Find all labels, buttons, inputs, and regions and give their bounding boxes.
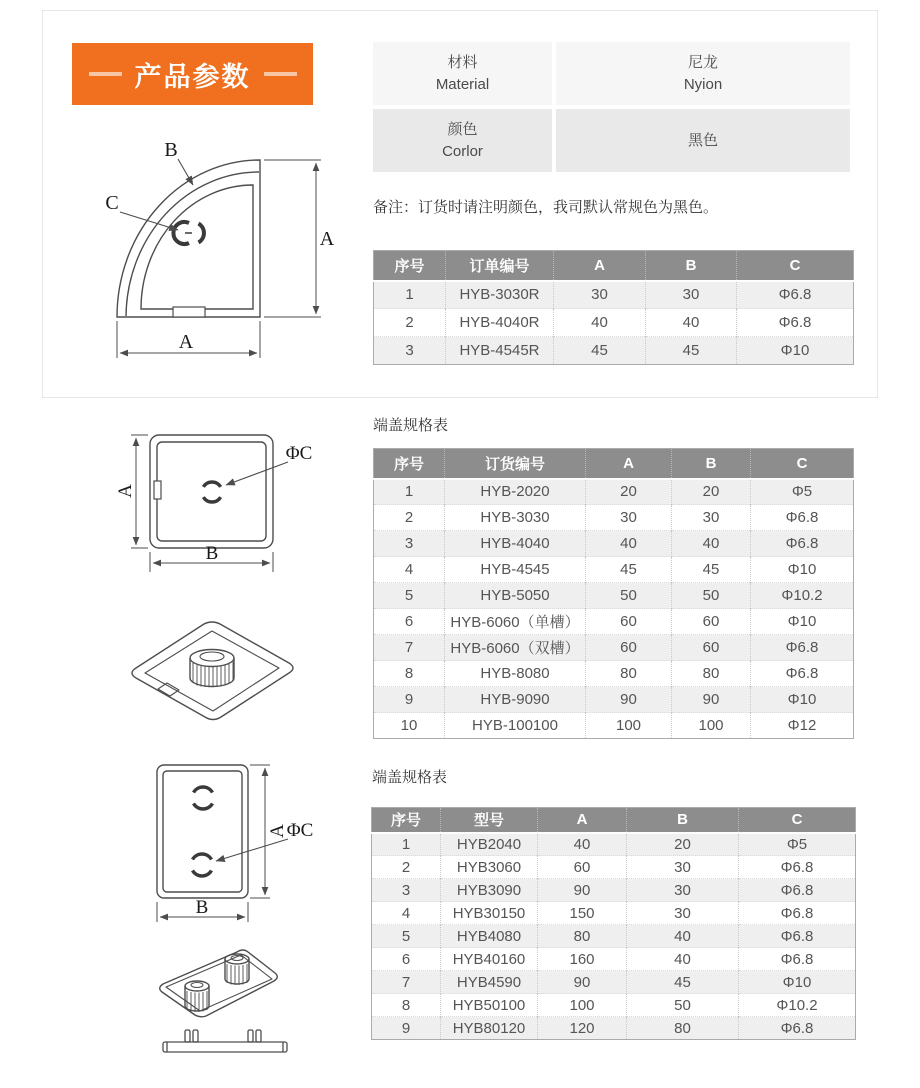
info-text-en: Corlor xyxy=(442,142,483,160)
table-cell: 2 xyxy=(374,309,446,337)
info-value-color xyxy=(556,109,850,172)
table-row xyxy=(374,583,854,609)
column-header: C xyxy=(751,449,854,479)
table-cell: Φ5 xyxy=(739,833,856,856)
rect-cap-outline xyxy=(157,765,248,898)
table-cell: Φ6.8 xyxy=(739,879,856,902)
table-cell: 30 xyxy=(627,902,739,925)
info-text-cn: 黑色 xyxy=(687,131,718,149)
table-cell: 45 xyxy=(672,557,751,583)
table-cell: 150 xyxy=(538,902,627,925)
info-text-en: Material xyxy=(435,75,490,93)
table-cell: HYB2040 xyxy=(441,833,538,856)
square-cap-outline xyxy=(150,435,273,548)
endcap-spec-table-1 xyxy=(373,448,854,739)
table-cell: 80 xyxy=(672,661,751,687)
table-cell: 90 xyxy=(538,879,627,902)
table-row xyxy=(374,505,854,531)
label-c: C xyxy=(105,192,119,214)
table-cell: 60 xyxy=(586,609,672,635)
column-header: 序号 xyxy=(374,251,446,281)
table-cell: 4 xyxy=(374,557,445,583)
table-cell: 7 xyxy=(372,971,441,994)
table-cell: HYB-4040 xyxy=(445,531,586,557)
remark-note: 备注：订货时请注明颜色，我司默认常规色为黑色。 xyxy=(373,199,719,216)
table-cell: 40 xyxy=(627,948,739,971)
table-cell: 90 xyxy=(586,687,672,713)
table-cell: 60 xyxy=(538,856,627,879)
table-cell: HYB4590 xyxy=(441,971,538,994)
table-cell: 50 xyxy=(627,994,739,1017)
dimension-lines xyxy=(117,160,321,358)
table-row xyxy=(372,948,856,971)
info-label-color xyxy=(373,109,552,172)
column-header: B xyxy=(627,808,739,833)
table-cell: 120 xyxy=(538,1017,627,1040)
table-cell: HYB3090 xyxy=(441,879,538,902)
table-cell: 45 xyxy=(627,971,739,994)
column-header: A xyxy=(538,808,627,833)
table-cell: Φ6.8 xyxy=(751,661,854,687)
column-header: C xyxy=(737,251,854,281)
info-label-material xyxy=(373,42,552,105)
banner-dash-left xyxy=(89,72,122,76)
table-cell: Φ6.8 xyxy=(739,902,856,925)
label-b: B xyxy=(205,543,219,564)
table-cell: 1 xyxy=(374,281,446,309)
column-header: 序号 xyxy=(374,449,445,479)
table-cell: Φ12 xyxy=(751,713,854,739)
table-cell: Φ6.8 xyxy=(739,948,856,971)
info-text-cn: 颜色 xyxy=(447,120,478,138)
table-row xyxy=(372,833,856,856)
table-cell: Φ6.8 xyxy=(751,635,854,661)
table-row xyxy=(372,971,856,994)
table-cell: HYB50100 xyxy=(441,994,538,1017)
table-cell: Φ6.8 xyxy=(739,925,856,948)
section-title-endcap-2: 端盖规格表 xyxy=(372,769,448,786)
table-cell: HYB-9090 xyxy=(445,687,586,713)
table-cell: HYB-5050 xyxy=(445,583,586,609)
info-text-cn: 尼龙 xyxy=(687,53,718,71)
table-cell: 40 xyxy=(538,833,627,856)
table-row xyxy=(374,531,854,557)
table-row xyxy=(374,609,854,635)
table-cell: Φ6.8 xyxy=(751,531,854,557)
label-a: A xyxy=(115,484,136,498)
table-cell: HYB40160 xyxy=(441,948,538,971)
table-row xyxy=(374,281,854,309)
table-cell: 20 xyxy=(672,479,751,505)
table-cell: 3 xyxy=(374,337,446,365)
table-cell: 3 xyxy=(372,879,441,902)
table-row xyxy=(374,479,854,505)
table-cell: Φ6.8 xyxy=(737,281,854,309)
table-cell: 7 xyxy=(374,635,445,661)
column-header: A xyxy=(554,251,646,281)
table-cell: 8 xyxy=(372,994,441,1017)
column-header: C xyxy=(739,808,856,833)
center-hole-ring xyxy=(203,482,220,502)
bracket-outline xyxy=(117,160,260,317)
header-row xyxy=(372,808,856,833)
table-cell: Φ10 xyxy=(751,687,854,713)
table-cell: HYB30150 xyxy=(441,902,538,925)
table-cell: 100 xyxy=(672,713,751,739)
leader-lines xyxy=(120,159,193,230)
section-title-endcap-1: 端盖规格表 xyxy=(373,417,449,434)
table-cell: Φ6.8 xyxy=(739,1017,856,1040)
table-cell: HYB80120 xyxy=(441,1017,538,1040)
table-cell: 8 xyxy=(374,661,445,687)
table-cell: 30 xyxy=(554,281,646,309)
table-cell: 80 xyxy=(538,925,627,948)
table-cell: 3 xyxy=(374,531,445,557)
table-cell: 100 xyxy=(538,994,627,1017)
rect-cap-3d-view xyxy=(160,950,278,1017)
table-cell: 9 xyxy=(374,687,445,713)
table-cell: 20 xyxy=(586,479,672,505)
table-cell: HYB-3030 xyxy=(445,505,586,531)
table-row xyxy=(374,713,854,739)
table-row xyxy=(374,661,854,687)
table-row xyxy=(372,1017,856,1040)
corner-bracket-diagram xyxy=(85,112,335,374)
table-cell: 6 xyxy=(372,948,441,971)
table-cell: 80 xyxy=(627,1017,739,1040)
square-cap-3d-view xyxy=(132,622,293,720)
table-cell: 45 xyxy=(586,557,672,583)
table-cell: 5 xyxy=(374,583,445,609)
table-row xyxy=(374,337,854,365)
table-row xyxy=(372,902,856,925)
table-cell: HYB4080 xyxy=(441,925,538,948)
section-banner xyxy=(72,43,313,105)
header-row xyxy=(374,251,854,281)
info-text-cn: 材料 xyxy=(447,53,478,71)
table-cell: 1 xyxy=(374,479,445,505)
table-row xyxy=(374,635,854,661)
table-cell: 60 xyxy=(672,635,751,661)
table-cell: HYB-3030R xyxy=(446,281,554,309)
label-a-side: A xyxy=(319,228,335,250)
table-cell: Φ10 xyxy=(751,557,854,583)
label-hole-diameter: ΦC xyxy=(286,820,314,841)
order-number-table xyxy=(373,250,854,365)
table-row xyxy=(374,557,854,583)
table-cell: 40 xyxy=(646,309,737,337)
square-endcap-diagram xyxy=(95,425,335,745)
column-header: B xyxy=(646,251,737,281)
table-cell: Φ6.8 xyxy=(751,505,854,531)
column-header: 订货编号 xyxy=(445,449,586,479)
info-row-material xyxy=(373,42,850,105)
table-cell: 5 xyxy=(372,925,441,948)
table-cell: 30 xyxy=(627,856,739,879)
table-cell: 40 xyxy=(586,531,672,557)
table-cell: Φ10 xyxy=(737,337,854,365)
table-cell: 2 xyxy=(372,856,441,879)
table-cell: 10 xyxy=(374,713,445,739)
table-cell: HYB-4545R xyxy=(446,337,554,365)
label-hole-diameter: ΦC xyxy=(285,443,313,464)
table-cell: 90 xyxy=(672,687,751,713)
table-cell: Φ10.2 xyxy=(739,994,856,1017)
column-header: 型号 xyxy=(441,808,538,833)
table-cell: 40 xyxy=(627,925,739,948)
table-cell: 4 xyxy=(372,902,441,925)
column-header: A xyxy=(586,449,672,479)
table-cell: HYB3060 xyxy=(441,856,538,879)
table-cell: 50 xyxy=(672,583,751,609)
table-cell: Φ10 xyxy=(751,609,854,635)
table-cell: 30 xyxy=(672,505,751,531)
table-row xyxy=(372,994,856,1017)
table-cell: Φ10.2 xyxy=(751,583,854,609)
table-row xyxy=(372,925,856,948)
header-row xyxy=(374,449,854,479)
table-cell: HYB-4545 xyxy=(445,557,586,583)
table-cell: Φ5 xyxy=(751,479,854,505)
table-cell: Φ10 xyxy=(739,971,856,994)
table-cell: 6 xyxy=(374,609,445,635)
label-a-bottom: A xyxy=(178,331,194,353)
column-header: B xyxy=(672,449,751,479)
table-cell: HYB-4040R xyxy=(446,309,554,337)
table-cell: 9 xyxy=(372,1017,441,1040)
info-value-material xyxy=(556,42,850,105)
table-cell: 30 xyxy=(586,505,672,531)
table-cell: 40 xyxy=(672,531,751,557)
table-cell: 50 xyxy=(586,583,672,609)
table-cell: 2 xyxy=(374,505,445,531)
info-text-en: Nyion xyxy=(683,75,723,93)
table-row xyxy=(374,309,854,337)
label-a: A xyxy=(267,824,288,838)
table-cell: HYB-6060（单槽） xyxy=(445,609,586,635)
table-cell: HYB-6060（双槽） xyxy=(445,635,586,661)
material-color-table xyxy=(373,42,850,176)
table-cell: 90 xyxy=(538,971,627,994)
column-header: 订单编号 xyxy=(446,251,554,281)
table-cell: 60 xyxy=(672,609,751,635)
table-cell: 160 xyxy=(538,948,627,971)
table-cell: 30 xyxy=(646,281,737,309)
table-cell: 100 xyxy=(586,713,672,739)
rect-cap-side-view xyxy=(163,1030,287,1052)
table-cell: 45 xyxy=(554,337,646,365)
hole-rings xyxy=(193,787,213,876)
table-row xyxy=(374,687,854,713)
table-cell: 1 xyxy=(372,833,441,856)
table-cell: Φ6.8 xyxy=(739,856,856,879)
label-b: B xyxy=(195,897,209,918)
table-row xyxy=(372,856,856,879)
column-header: 序号 xyxy=(372,808,441,833)
table-cell: HYB-100100 xyxy=(445,713,586,739)
rect-endcap-diagram xyxy=(120,758,320,1088)
label-b: B xyxy=(164,139,178,161)
table-cell: Φ6.8 xyxy=(737,309,854,337)
banner-title: 产品参数 xyxy=(134,61,251,92)
table-cell: HYB-8080 xyxy=(445,661,586,687)
info-row-color xyxy=(373,109,850,172)
table-row xyxy=(372,879,856,902)
table-cell: 20 xyxy=(627,833,739,856)
table-cell: HYB-2020 xyxy=(445,479,586,505)
table-cell: 30 xyxy=(627,879,739,902)
banner-dash-right xyxy=(264,72,297,76)
table-cell: 45 xyxy=(646,337,737,365)
endcap-spec-table-2 xyxy=(371,807,856,1040)
table-cell: 60 xyxy=(586,635,672,661)
table-cell: 80 xyxy=(586,661,672,687)
table-cell: 40 xyxy=(554,309,646,337)
